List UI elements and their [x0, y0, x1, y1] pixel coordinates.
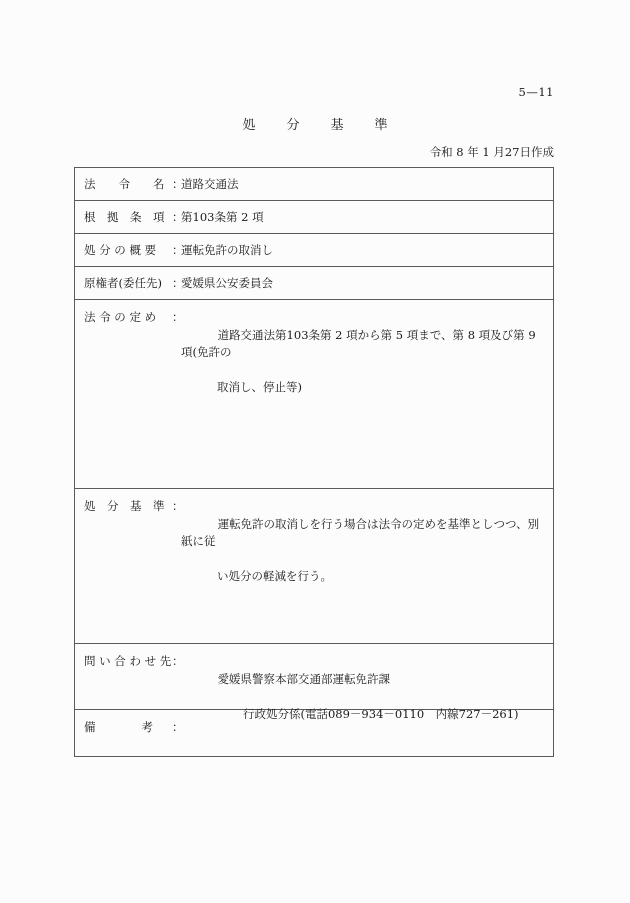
table-row-law-name [75, 168, 553, 201]
row-value-legal-basis: 第103条第 2 項 [181, 210, 264, 224]
row-label-law-name: 法 令 名 ： [84, 177, 184, 191]
legal-provisions-line-2: 取消し、停止等) [217, 380, 302, 394]
row-value-disposition-criteria [181, 498, 545, 621]
page-title [0, 114, 630, 133]
disposition-criteria-line-1: 運転免許の取消しを行う場合は法令の定めを基準としつつ、別紙に従 [181, 516, 540, 548]
table-row-disposition-criteria [75, 489, 553, 644]
page-title-text: 処 分 基 準 [242, 118, 397, 133]
row-label-legal-provisions: 法 令 の 定 め ： [84, 310, 184, 324]
table-row-legal-provisions [75, 300, 553, 489]
table-row-remarks [75, 710, 553, 757]
page-number: 5—11 [518, 85, 554, 99]
row-label-contact: 問 い 合 わ せ 先 ： [84, 654, 184, 668]
contact-department: 愛媛県警察本部交通部運転免許課 [217, 671, 391, 686]
table-row-original-authority [75, 267, 553, 300]
created-date: 令和 8 年 1 月27日作成 [429, 145, 554, 159]
row-value-legal-provisions [181, 309, 545, 432]
table-row-legal-basis [75, 201, 553, 234]
row-label-original-authority: 原権者(委任先) ： [84, 276, 184, 290]
row-label-disposition-summary: 処 分 の 概 要 ： [84, 243, 184, 257]
row-label-remarks: 備 考 ： [84, 720, 184, 734]
table-row-disposition-summary [75, 234, 553, 267]
disposition-criteria-line-2: い処分の軽減を行う。 [217, 569, 332, 583]
row-label-disposition-criteria: 処 分 基 準 ： [84, 499, 184, 513]
row-label-legal-basis: 根 拠 条 項 ： [84, 210, 184, 224]
row-value-law-name: 道路交通法 [181, 177, 239, 191]
contact-phone: 行政処分係(電話089－934－0110 内線727－261) [243, 706, 519, 721]
table-row-contact [75, 644, 553, 721]
row-value-disposition-summary: 運転免許の取消し [181, 243, 273, 257]
row-value-original-authority: 愛媛県公安委員会 [181, 276, 273, 290]
disposition-standard-table [74, 167, 554, 757]
legal-provisions-line-1: 道路交通法第103条第 2 項から第 5 項まで、第 8 項及び第 9 項(免許の [181, 327, 540, 359]
